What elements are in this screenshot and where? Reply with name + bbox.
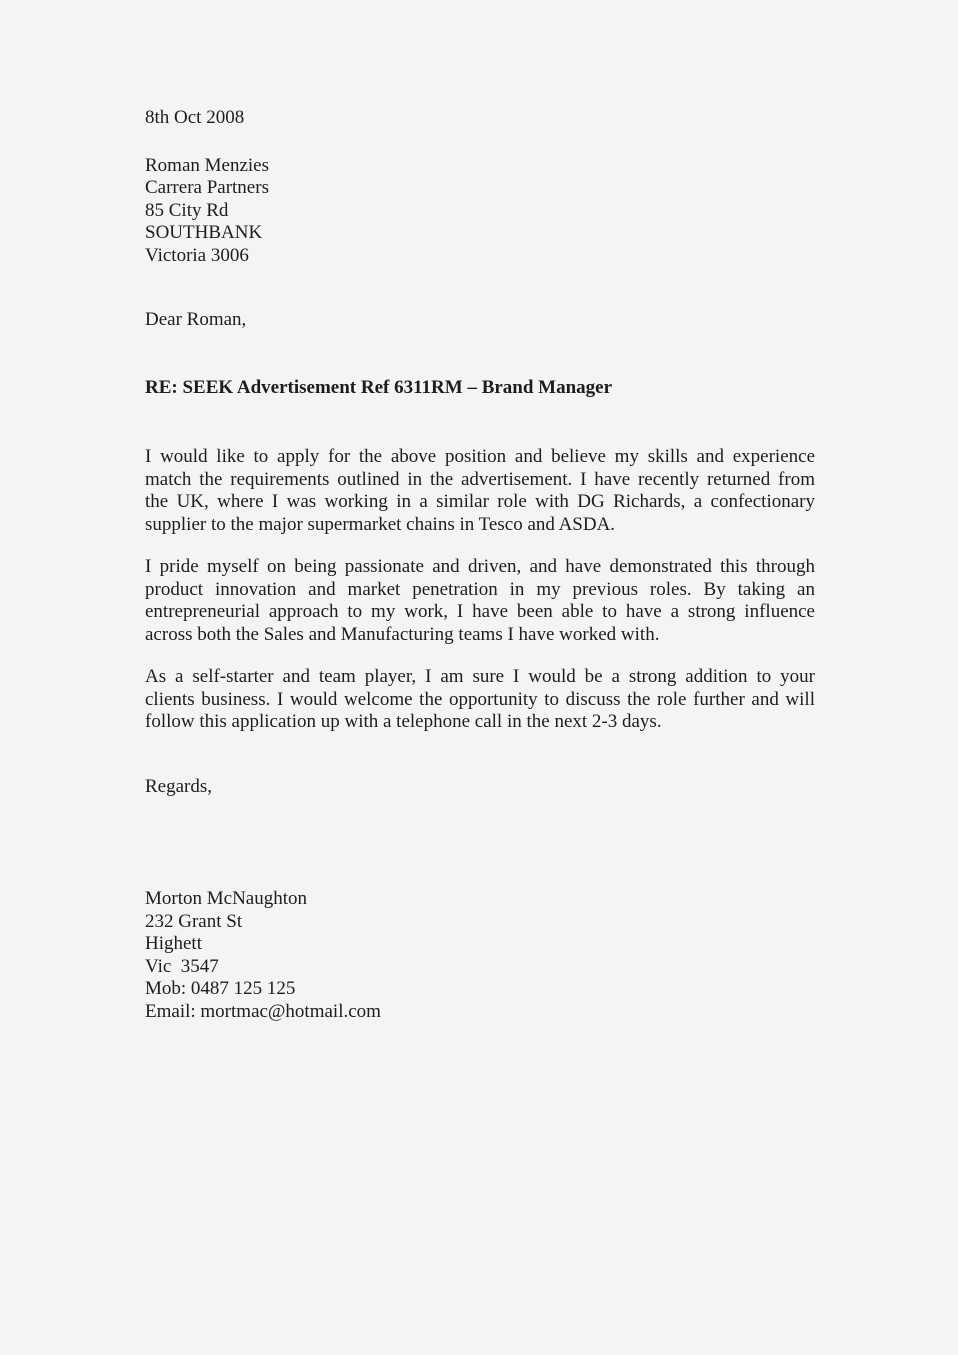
recipient-suburb: SOUTHBANK [145,222,263,243]
recipient-address [145,155,815,268]
paragraph-line: match the requirements outlined in the advertisement. I have recently returned from [145,468,815,490]
closing: Regards, [145,775,213,797]
paragraph-line: product innovation and market penetration in my previous roles. By taking an [145,578,815,600]
body-paragraph-1 [145,446,815,536]
signature-name: Morton McNaughton [145,888,308,909]
signature-mobile: Mob: 0487 125 125 [145,978,296,999]
paragraph-line: I pride myself on being passionate and driven, and have demonstrated this through [145,556,815,577]
signature-state-postcode: Vic 3547 [145,955,219,977]
paragraph-line: the UK, where I was working in a similar role with DG Richards, a confectionary [145,491,815,512]
body-paragraph-3 [145,666,815,734]
body-paragraph-2 [145,556,815,646]
recipient-street: 85 City Rd [145,199,229,221]
recipient-state-postcode: Victoria 3006 [145,244,249,266]
paragraph-line: As a self-starter and team player, I am sure I would be a strong addition to your [145,666,815,687]
subject-line: RE: SEEK Advertisement Ref 6311RM – Brand Manager [145,376,613,398]
letter-date: 8th Oct 2008 [145,107,245,128]
recipient-company: Carrera Partners [145,177,269,198]
signature-suburb: Highett [145,933,202,954]
signature-email: Email: mortmac@hotmail.com [145,1000,381,1022]
recipient-name: Roman Menzies [145,154,270,176]
salutation: Dear Roman, [145,309,247,330]
signature-block [145,888,815,1023]
signature-street: 232 Grant St [145,910,243,932]
paragraph-line: follow this application up with a telephone call in the next 2-3 days. [145,711,662,732]
paragraph-line: entrepreneurial approach to my work, I have been able to have a strong influence [145,601,815,622]
paragraph-line: across both the Sales and Manufacturing teams I have worked with. [145,623,660,645]
paragraph-line: clients business. I would welcome the opportunity to discuss the role further and will [145,688,815,710]
paragraph-line: I would like to apply for the above position and believe my skills and experience [145,446,815,467]
paragraph-line: supplier to the major supermarket chains in Tesco and ASDA. [145,513,616,535]
